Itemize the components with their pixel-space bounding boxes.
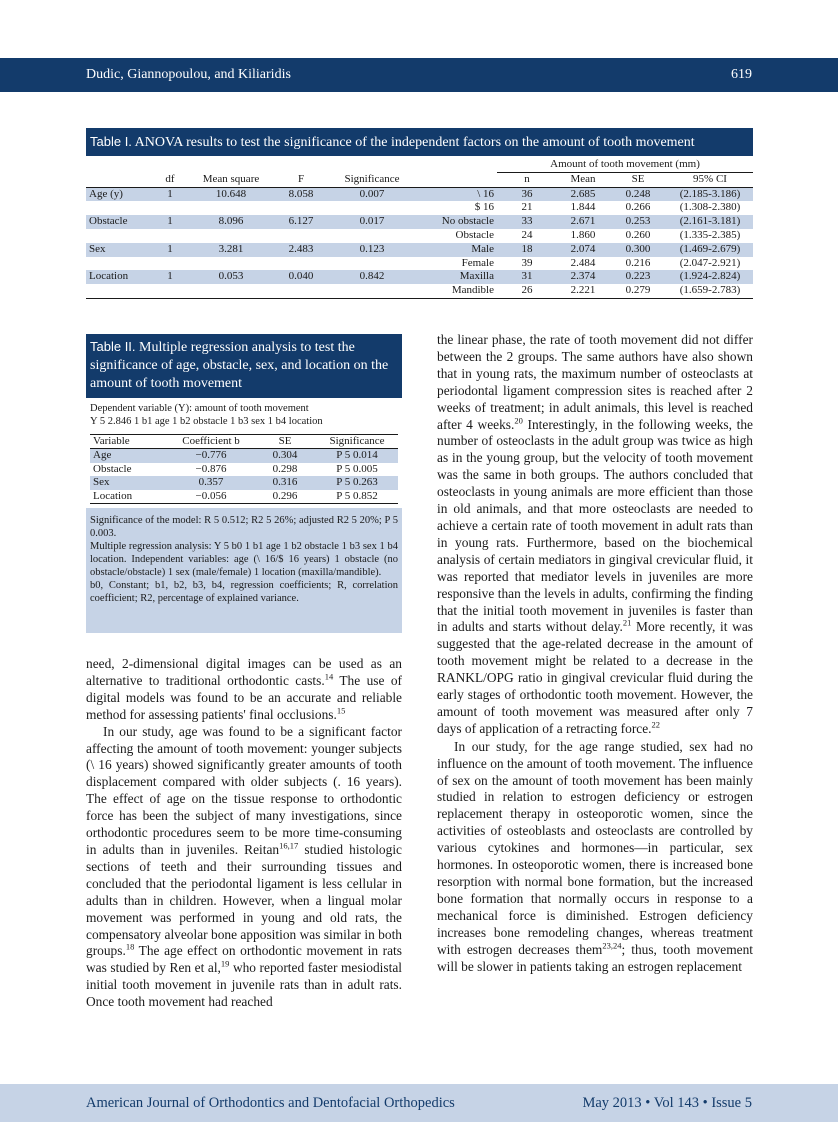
table-cell xyxy=(270,229,332,243)
table-cell: 39 xyxy=(521,256,533,269)
table-cell: Age (y) xyxy=(86,187,148,201)
table-cell: 26 xyxy=(497,284,557,298)
text-run: The age effect on orthodontic movement in rats was studied by Ren et al, xyxy=(86,943,402,976)
table-cell: No obstacle xyxy=(412,215,497,229)
table1-col-header: 95% CI xyxy=(667,172,753,187)
table-cell xyxy=(332,201,412,215)
table1-col-header: SE xyxy=(609,172,667,187)
table2-col-header: Variable xyxy=(90,435,168,449)
table-row xyxy=(86,229,753,243)
table-cell: 0.007 xyxy=(332,187,412,201)
table2-header-row xyxy=(90,435,398,449)
table-cell: 1 xyxy=(148,270,192,284)
table-cell: Location xyxy=(90,490,168,504)
table-cell xyxy=(148,229,192,243)
text-run: who reported faster mesiodistal initial tooth movement in juvenile rats than in adult rats. Once tooth movement had reached xyxy=(86,960,402,1010)
citation: 14 xyxy=(324,671,334,682)
table2-col-header: Significance xyxy=(316,435,398,449)
table-cell: −0.776 xyxy=(168,449,254,463)
table-cell xyxy=(148,201,192,215)
page-number: 619 xyxy=(731,67,752,82)
right-column xyxy=(437,332,753,975)
table2-col-header: SE xyxy=(254,435,316,449)
text-run: Interestingly, in the following weeks, the number of osteoclasts in the adult group was twice as high as in the young group, but the velocity of tooth movement was the same in both groups. The authors concluded that osteoclasts in young animals are more efficient than those in old animals, and that more osteoclasts are needed to achieve a certain rate of tooth movement in adult rats than in young rats. Furthermore, based on the biochemical analysis of certain mediators in gingival crevicular fluid, it was reported that mediator levels in juveniles are more responsive than the levels in adults, confirming the finding that the initial tooth movement in juveniles is faster than in adults and starts without delay. xyxy=(437,416,753,635)
table2-equation: Y 5 2.846 1 b1 age 1 b2 obstacle 1 b3 sex 1 b4 location xyxy=(90,416,323,427)
citation: 16,17 xyxy=(279,840,299,851)
table-cell xyxy=(192,257,270,271)
table2-note: b0, Constant; b1, b2, b3, b4, regression coefficients; R, correlation coefficient; R2, percentage of explained variance. xyxy=(90,580,398,605)
table1-col-header xyxy=(86,172,148,187)
table2-label: Table II. xyxy=(90,339,136,354)
table1-group-header: Amount of tooth movement (mm) xyxy=(497,158,753,172)
citation: 20 xyxy=(514,415,523,426)
table2-caption xyxy=(86,334,402,398)
table1 xyxy=(86,158,753,299)
table-cell: 6.127 xyxy=(270,215,332,229)
table-cell: (1.469-2.679) xyxy=(667,243,753,257)
text-run: More recently, it was suggested that the age-related decrease in the amount of tooth movement might be related to a decrease in the RANKL/OPG ratio in gingival crevicular fluid during the early stages of orthodontic tooth movement. However, the amount of tooth movement was measured after only 7 days of application of a retracting force. xyxy=(437,619,753,736)
text-run: In our study, age was found to be a significant factor affecting the amount of tooth movement: younger subjects (\ 16 years) showed significantly greater amounts of tooth displacement compared with older subjects (. 16 years). The effect of age on the tissue response to orthodontic force has been the subject of many investigations, since orthodontic procedures seem to be more time-consuming in adults than in juveniles. Reitan xyxy=(86,723,402,857)
table1-header-row xyxy=(86,172,753,187)
table-cell: \ 16 xyxy=(412,187,497,201)
table-cell xyxy=(192,284,270,298)
table2-note: Significance of the model: R 5 0.512; R2 5 26%; adjusted R2 5 20%; P 5 0.003. xyxy=(90,515,398,540)
table-cell: 21 xyxy=(521,201,533,214)
table-cell: 0.053 xyxy=(192,270,270,284)
table-cell: P 5 0.014 xyxy=(316,449,398,463)
table-cell xyxy=(192,229,270,243)
table-row xyxy=(90,476,398,489)
table2-title: Multiple regression analysis to test the significance of age, obstacle, sex, and location on the amount of tooth movement xyxy=(90,340,389,391)
table-cell: 36 xyxy=(497,187,557,201)
table-cell: 18 xyxy=(497,243,557,257)
table-cell: 0.279 xyxy=(609,284,667,298)
table-row xyxy=(86,257,753,271)
table-cell: 0.253 xyxy=(609,215,667,229)
table-cell: Male xyxy=(412,243,497,257)
table-cell: 31 xyxy=(497,270,557,284)
table-cell: (1.659-2.783) xyxy=(667,284,753,298)
table-cell: Sex xyxy=(86,243,148,257)
paragraph xyxy=(86,656,402,724)
table-cell xyxy=(270,201,332,215)
table-cell: P 5 0.005 xyxy=(336,462,378,475)
text-run: need, 2-dimensional digital images can be used as an alternative to traditional orthodontic casts. xyxy=(86,656,402,688)
table-cell: 33 xyxy=(497,215,557,229)
citation: 19 xyxy=(220,958,230,969)
table-cell xyxy=(332,284,412,298)
table-cell: 0.304 xyxy=(254,449,316,463)
table2-dependent: Dependent variable (Y): amount of tooth movement xyxy=(90,403,309,414)
table-cell: 3.281 xyxy=(192,243,270,257)
citation: 23,24 xyxy=(602,940,622,951)
table-cell: Female xyxy=(461,256,494,269)
table2-rows xyxy=(90,449,398,504)
table1-col-header: Significance xyxy=(332,172,412,187)
table-row xyxy=(86,243,753,257)
table-cell: Mandible xyxy=(412,284,497,298)
table-cell xyxy=(270,257,332,271)
table-row xyxy=(86,215,753,229)
table-cell: Obstacle xyxy=(93,462,132,475)
table-cell: 0.300 xyxy=(609,243,667,257)
table-cell: 8.058 xyxy=(270,187,332,201)
table-cell: Obstacle xyxy=(86,215,148,229)
table-cell: 24 xyxy=(521,228,533,241)
table-cell: 2.685 xyxy=(557,187,609,201)
table-cell xyxy=(148,257,192,271)
table1-col-header: n xyxy=(497,172,557,187)
table-cell xyxy=(148,284,192,298)
table-row xyxy=(86,270,753,284)
table-cell: 0.260 xyxy=(625,228,651,241)
table-cell: 1 xyxy=(148,243,192,257)
table-cell: (2.047-2.921) xyxy=(679,256,741,269)
table-cell: 0.296 xyxy=(254,490,316,504)
table2-notes xyxy=(86,508,402,605)
table-cell: 0.266 xyxy=(625,201,651,214)
table1-col-header: df xyxy=(148,172,192,187)
table-cell: 2.374 xyxy=(557,270,609,284)
issue-info: May 2013 • Vol 143 • Issue 5 xyxy=(582,1095,752,1111)
journal-name: American Journal of Orthodontics and Dentofacial Orthopedics xyxy=(86,1095,455,1111)
citation: 21 xyxy=(622,617,632,628)
table-row xyxy=(86,187,753,201)
table1-col-header: Mean xyxy=(557,172,609,187)
table-row xyxy=(86,201,753,215)
table-cell xyxy=(332,257,412,271)
left-column xyxy=(86,656,402,1011)
table2 xyxy=(86,334,402,633)
table-row xyxy=(90,463,398,476)
table-cell: Age xyxy=(90,449,168,463)
text-run: studied histologic sections of teeth and their surrounding tissues and concluded that the periodontal ligament is less cellular in adults than in children. However, when a lingual molar movement was performed in young and old rats, the compensatory alveolar bone apposition was similar in both groups. xyxy=(86,841,402,959)
table-cell: (2.161-3.181) xyxy=(667,215,753,229)
table1-col-header: F xyxy=(270,172,332,187)
table-cell: 0.223 xyxy=(609,270,667,284)
table-cell xyxy=(86,257,148,271)
table-cell: 2.484 xyxy=(570,256,596,269)
table-row xyxy=(90,490,398,504)
table1-col-header xyxy=(412,172,497,187)
table2-col-header: Coefficient b xyxy=(168,435,254,449)
citation: 18 xyxy=(125,941,135,952)
table-cell: 1 xyxy=(148,187,192,201)
table-cell: 0.316 xyxy=(254,476,316,489)
table-cell xyxy=(270,284,332,298)
table1-title: ANOVA results to test the significance of the independent factors on the amount of tooth movement xyxy=(134,135,695,150)
table-cell xyxy=(192,201,270,215)
table-cell: 0.040 xyxy=(270,270,332,284)
table-cell: −0.876 xyxy=(195,462,227,475)
table-cell: 0.842 xyxy=(332,270,412,284)
table-row xyxy=(90,449,398,463)
table-cell: −0.056 xyxy=(168,490,254,504)
table2-grid xyxy=(90,434,398,504)
paragraph xyxy=(437,739,753,976)
header-authors: Dudic, Giannopoulou, and Kiliaridis xyxy=(86,67,291,82)
running-footer xyxy=(0,1084,838,1122)
table-cell: 0.298 xyxy=(272,462,298,475)
table2-body xyxy=(86,398,402,508)
table-cell xyxy=(86,201,148,215)
table-cell: P 5 0.263 xyxy=(316,476,398,489)
table-cell xyxy=(86,284,148,298)
table-cell: 0.017 xyxy=(332,215,412,229)
paragraph xyxy=(437,332,753,738)
table-cell: Maxilla xyxy=(412,270,497,284)
table-cell: (1.335-2.385) xyxy=(679,228,741,241)
citation: 15 xyxy=(336,705,346,716)
table-cell: 0.357 xyxy=(168,476,254,489)
table-cell xyxy=(86,229,148,243)
table-cell: 1.844 xyxy=(570,201,596,214)
table-cell: P 5 0.852 xyxy=(316,490,398,504)
table1-body xyxy=(86,187,753,298)
table-cell: 2.074 xyxy=(557,243,609,257)
table2-note: Multiple regression analysis: Y 5 b0 1 b1 age 1 b2 obstacle 1 b3 sex 1 b4 location. Independent variables: age (\ 16/$ 16 years) 1 obstacle (no obstacle/obstacle) 1 sex (male/female) 1 location (maxilla/mandible). xyxy=(90,541,398,579)
text-run: The use of digital models was found to be an accurate and reliable method for assessing patients' final occlusions. xyxy=(86,672,403,722)
table-cell: 2.221 xyxy=(557,284,609,298)
table-cell: (1.924-2.824) xyxy=(667,270,753,284)
table-cell: 2.671 xyxy=(557,215,609,229)
table-cell: 8.096 xyxy=(192,215,270,229)
text-run: In our study, for the age range studied, sex had no influence on the amount of tooth movement. The influence of sex on the amount of tooth movement has been mainly studied in relation to estrogen deficiency or estrogen replacement therapy in osteoporotic women, since the activities of osteoblasts and osteoclasts are controlled by various cytokines and hormones—in particular, sex hormones. In osteoporotic women, there is increased bone resorption with normal bone formation, but the increased bone formation that normally occurs in response to a mechanical force is diminished. Estrogen deficiency increases bone remodeling changes, whereas treatment with estrogen decreases them xyxy=(437,738,753,957)
table1-label: Table I. xyxy=(90,134,132,149)
table-cell: 1.860 xyxy=(570,228,596,241)
table-row xyxy=(86,284,753,298)
table-cell: 0.216 xyxy=(625,256,651,269)
table-cell: (2.185-3.186) xyxy=(667,187,753,201)
table-cell: Obstacle xyxy=(455,228,494,241)
citation: 22 xyxy=(651,719,661,730)
table-cell: 1 xyxy=(148,215,192,229)
table-cell: $ 16 xyxy=(474,201,494,214)
text-run: ; thus, tooth movement will be slower in patients taking an estrogen replacement xyxy=(437,941,754,974)
table1-caption xyxy=(86,128,753,156)
table1-group-row xyxy=(86,158,753,172)
paragraph xyxy=(86,724,402,1011)
table-cell: 0.123 xyxy=(332,243,412,257)
table-cell: Sex xyxy=(90,476,168,489)
table-cell: (1.308-2.380) xyxy=(679,201,741,214)
table-cell xyxy=(332,229,412,243)
table-cell: 10.648 xyxy=(192,187,270,201)
table-cell: 2.483 xyxy=(270,243,332,257)
text-run: the linear phase, the rate of tooth movement did not differ between the 2 groups. The same authors have also shown that in young rats, the maximum number of osteoclasts at periodontal ligament compression sites is reached after 2 weeks of treatment; in adult animals, this level is reached after 4 weeks. xyxy=(437,332,753,432)
table-cell: 0.248 xyxy=(609,187,667,201)
running-header xyxy=(0,58,838,92)
table1-col-header: Mean square xyxy=(192,172,270,187)
table-cell: Location xyxy=(86,270,148,284)
